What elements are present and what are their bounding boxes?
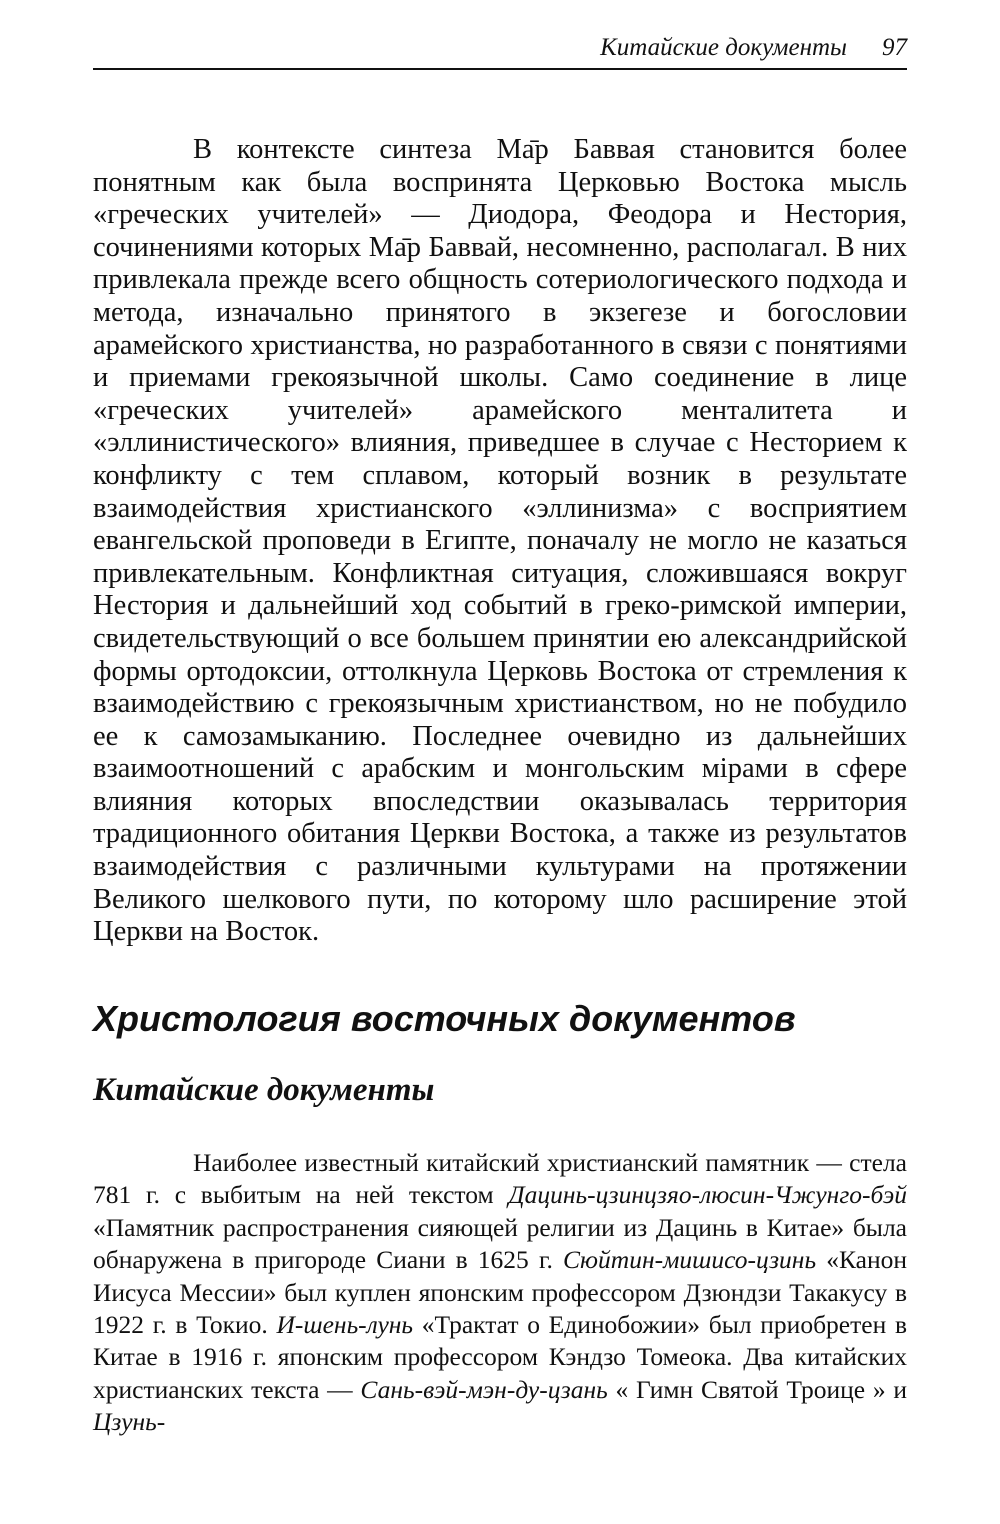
paragraph-text: «Памятник распространения сияющей религии из Дацинь в Китае» была обнаружена в пригороде Сиани в 1625 г. xyxy=(93,1212,907,1275)
body-paragraph-2 xyxy=(93,1147,907,1439)
paragraph-text: «Трактат о Единобожии» был приобретен в Китае в 1916 г. японским профессором Кэндзо Томеока. Два китайских христианских текста — xyxy=(93,1310,907,1404)
section-heading: Христология восточных документов xyxy=(93,998,796,1039)
italic-term: Цзунь- xyxy=(93,1407,166,1437)
italic-term: Сюйтин-мишисо-цзинь xyxy=(563,1245,817,1275)
italic-term: Дацинь-цзинцзяо-люсин-Чжунго-бэй xyxy=(508,1180,907,1210)
paragraph-text: « Гимн Святой Троице » и xyxy=(607,1374,907,1404)
page-number: 97 xyxy=(882,34,907,61)
paragraph-text: «Канон Иисуса Мессии» был куплен японским профессором Дзюндзи Такакусу в 1922 г. в Токио. xyxy=(93,1245,907,1340)
italic-term: Сань-вэй-мэн-ду-цзань xyxy=(360,1374,608,1404)
italic-term: И-шень-лунь xyxy=(276,1310,414,1340)
running-header-title: Китайские документы xyxy=(600,34,847,61)
running-header xyxy=(93,32,907,70)
subsection-heading: Китайские документы xyxy=(93,1072,435,1108)
paragraph-text: Наиболее известный китайский христианский памятник — стела 781 г. с выбитым на ней текстом xyxy=(93,1148,907,1210)
body-paragraph-1: В контексте синтеза Ма̄р Баввая становится более понятным как была воспринята Церковью Востока мысль «греческих учителей» — Диодора, Феодора и Нестория, сочинениями которых Ма̄р Баввай, несомненно, располагал. В них привлекала прежде всего общность сотериологического подхода и метода, изначально принятого в экзегезе и богословии арамейского христианства, но разработанного в связи с понятиями и приемами грекоязычной школы. Само соединение в лице «греческих учителей» арамейского менталитета и «эллинистического» влияния, приведшее в случае с Несторием к конфликту с тем сплавом, который возник в результате взаимодействия христианского «эллинизма» с восприятием евангельской проповеди в Египте, поначалу не могло не казаться привлекательным. Конфликтная ситуация, сложившаяся вокруг Нестория и дальнейший ход событий в греко-римской империи, свидетельствующий о все большем принятии ею александрийской формы ортодоксии, оттолкнула Церковь Востока от стремления к взаимодействию с грекоязычным христианством, но не побудило ее к самозамыканию. Последнее очевидно из дальнейших взаимоотношений с арабским и монгольским мірами в сфере влияния которых впоследствии оказывалась территория традиционного обитания Церкви Востока, а также из результатов взаимодействия с различными культурами на протяжении Великого шелкового пути, по которому шло расширение этой Церкви на Восток. xyxy=(93,134,907,948)
